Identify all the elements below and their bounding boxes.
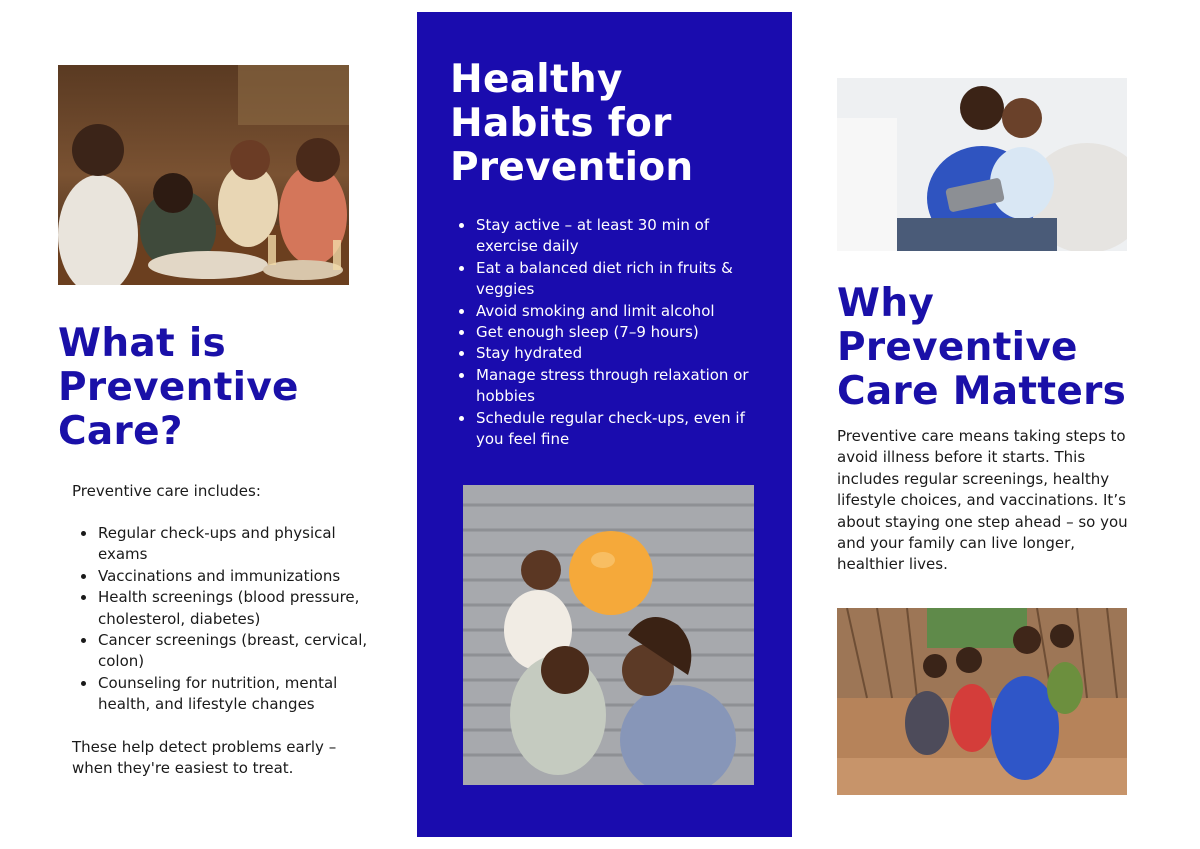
middle-panel xyxy=(417,12,792,837)
preventive-care-list xyxy=(72,523,372,716)
balloon-family-photo xyxy=(463,485,754,785)
list-item: Regular check-ups and physical exams xyxy=(72,523,372,566)
list-item: Eat a balanced diet rich in fruits & veggies xyxy=(450,258,750,301)
middle-panel-title: Healthy Habits for Prevention xyxy=(450,57,694,190)
list-item: Counseling for nutrition, mental health, and lifestyle changes xyxy=(72,673,372,716)
list-item: Stay hydrated xyxy=(450,343,750,364)
list-item: Get enough sleep (7–9 hours) xyxy=(450,322,750,343)
father-child-tablet-photo xyxy=(837,78,1127,251)
left-outro-text: These help detect problems early – when they're easiest to treat. xyxy=(72,738,337,778)
family-dinner-photo xyxy=(58,65,349,285)
list-item: Stay active – at least 30 min of exercise daily xyxy=(450,215,750,258)
list-item: Cancer screenings (breast, cervical, colon) xyxy=(72,630,372,673)
list-item: Manage stress through relaxation or hobbies xyxy=(450,365,750,408)
list-item: Avoid smoking and limit alcohol xyxy=(450,301,750,322)
left-panel-title: What is Preventive Care? xyxy=(58,321,299,454)
list-item: Vaccinations and immunizations xyxy=(72,566,372,587)
right-body-text: Preventive care means taking steps to avoid illness before it starts. This includes regular screenings, healthy lifestyle choices, and vaccinations. It’s about staying one step ahead – so you and your family can live longer, healthier lives. xyxy=(837,427,1128,574)
healthy-habits-list xyxy=(450,215,750,450)
left-intro-text: Preventive care includes: xyxy=(72,482,261,500)
list-item: Health screenings (blood pressure, cholesterol, diabetes) xyxy=(72,587,372,630)
grandmother-children-photo xyxy=(837,608,1127,795)
right-panel-title: Why Preventive Care Matters xyxy=(837,281,1127,414)
list-item: Schedule regular check-ups, even if you feel fine xyxy=(450,408,750,451)
